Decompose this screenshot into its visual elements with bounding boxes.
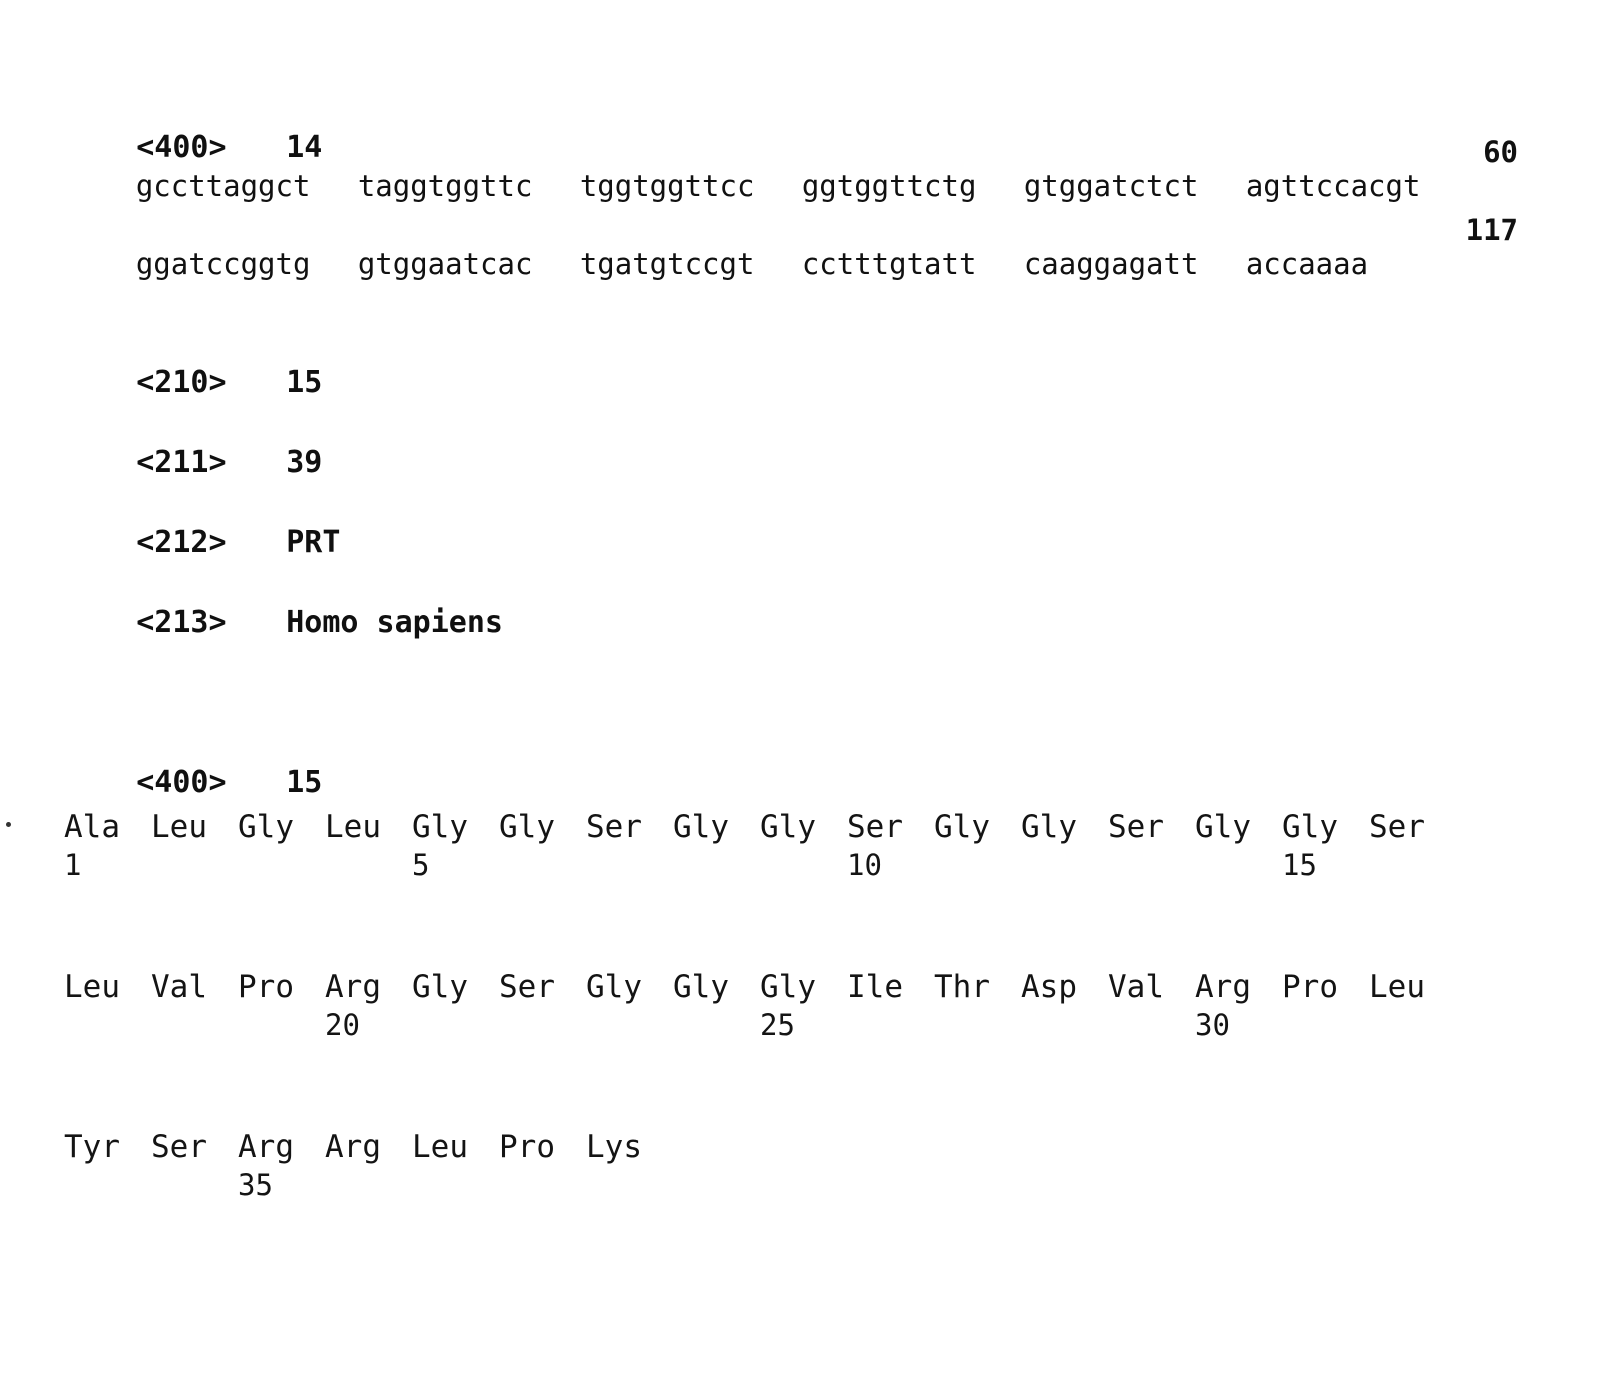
nucleotide-block: agttccacgt: [1245, 169, 1421, 203]
nucleotide-block: tgatgtccgt: [579, 247, 755, 281]
residue: Ser: [151, 1129, 207, 1165]
nucleotide-block: gccttaggct: [135, 169, 311, 203]
residue: Gly: [673, 809, 729, 845]
tag-400-value: 14: [286, 130, 323, 165]
residue: Pro: [238, 969, 294, 1005]
residue-numbers: [64, 1008, 1456, 1042]
residue-number: 20: [325, 1008, 360, 1042]
tag-210-label: <210>: [136, 365, 227, 400]
residue: Leu: [412, 1129, 468, 1165]
residue: Tyr: [64, 1129, 120, 1165]
stray-mark: [6, 822, 11, 827]
residue: Pro: [499, 1129, 555, 1165]
residue: Arg: [1195, 969, 1251, 1005]
residue: Ser: [1369, 809, 1425, 845]
nucleotide-block: accaaaa: [1245, 247, 1369, 281]
amino-acid-row: [64, 1129, 673, 1202]
residue: Thr: [934, 969, 990, 1005]
residue-numbers: [64, 1168, 673, 1202]
nucleotide-block: taggtggttc: [357, 169, 533, 203]
residue: Arg: [238, 1129, 294, 1165]
amino-acid-residues: [64, 969, 1456, 1005]
residue: Leu: [325, 809, 381, 845]
residue-number: 5: [412, 848, 430, 882]
sequence-length-value: 39: [286, 445, 323, 480]
nucleotide-block: cctttgtatt: [801, 247, 977, 281]
nucleotide-block: gtggaatcac: [357, 247, 533, 281]
residue-number: 10: [847, 848, 882, 882]
residue: Gly: [1021, 809, 1077, 845]
residue: Ala: [64, 809, 120, 845]
nucleotide-position-number: 60: [1483, 135, 1518, 169]
residue-numbers: [64, 848, 1456, 882]
residue: Gly: [412, 969, 468, 1005]
tag-400-label: <400>: [136, 130, 227, 165]
tag-400-value: 15: [286, 765, 323, 800]
residue: Val: [1108, 969, 1164, 1005]
residue: Gly: [1195, 809, 1251, 845]
residue-number: 25: [760, 1008, 795, 1042]
amino-acid-residues: [64, 1129, 673, 1165]
residue: Ser: [586, 809, 642, 845]
nucleotide-row: [66, 213, 1560, 349]
residue: Gly: [1282, 809, 1338, 845]
nucleotide-block: ggtggttctg: [801, 169, 977, 203]
residue-number: 30: [1195, 1008, 1230, 1042]
residue: Gly: [238, 809, 294, 845]
residue: Gly: [412, 809, 468, 845]
nucleotide-block: caaggagatt: [1023, 247, 1199, 281]
residue: Lys: [586, 1129, 642, 1165]
residue: Ile: [847, 969, 903, 1005]
residue: Val: [151, 969, 207, 1005]
residue: Ser: [847, 809, 903, 845]
molecule-type-value: PRT: [286, 525, 341, 560]
residue-number: 15: [1282, 848, 1317, 882]
residue: Gly: [934, 809, 990, 845]
residue-number: 35: [238, 1168, 273, 1202]
residue: Gly: [760, 969, 816, 1005]
nucleotide-block: tggtggttcc: [579, 169, 755, 203]
residue: Ser: [1108, 809, 1164, 845]
nucleotide-position-number: 117: [1465, 213, 1518, 247]
amino-acid-row: [64, 969, 1456, 1042]
nucleotide-block: ggatccggtg: [135, 247, 311, 281]
nucleotide-blocks: [136, 247, 1468, 281]
residue: Leu: [1369, 969, 1425, 1005]
tag-213-label: <213>: [136, 605, 227, 640]
residue: Gly: [760, 809, 816, 845]
tag-400-label: <400>: [136, 765, 227, 800]
residue: Gly: [586, 969, 642, 1005]
residue-number: 1: [64, 848, 82, 882]
amino-acid-residues: [64, 809, 1456, 845]
residue: Arg: [325, 969, 381, 1005]
tag-212-label: <212>: [136, 525, 227, 560]
residue: Pro: [1282, 969, 1338, 1005]
residue: Leu: [151, 809, 207, 845]
residue: Gly: [499, 809, 555, 845]
organism-value: Homo sapiens: [286, 605, 503, 640]
tag-213-line: [64, 570, 503, 675]
tag-211-label: <211>: [136, 445, 227, 480]
residue: Leu: [64, 969, 120, 1005]
nucleotide-blocks: [136, 169, 1468, 203]
residue: Asp: [1021, 969, 1077, 1005]
residue: Gly: [673, 969, 729, 1005]
residue: Ser: [499, 969, 555, 1005]
amino-acid-row: [64, 809, 1456, 882]
residue: Arg: [325, 1129, 381, 1165]
tag-210-value: 15: [286, 365, 323, 400]
nucleotide-block: gtggatctct: [1023, 169, 1199, 203]
